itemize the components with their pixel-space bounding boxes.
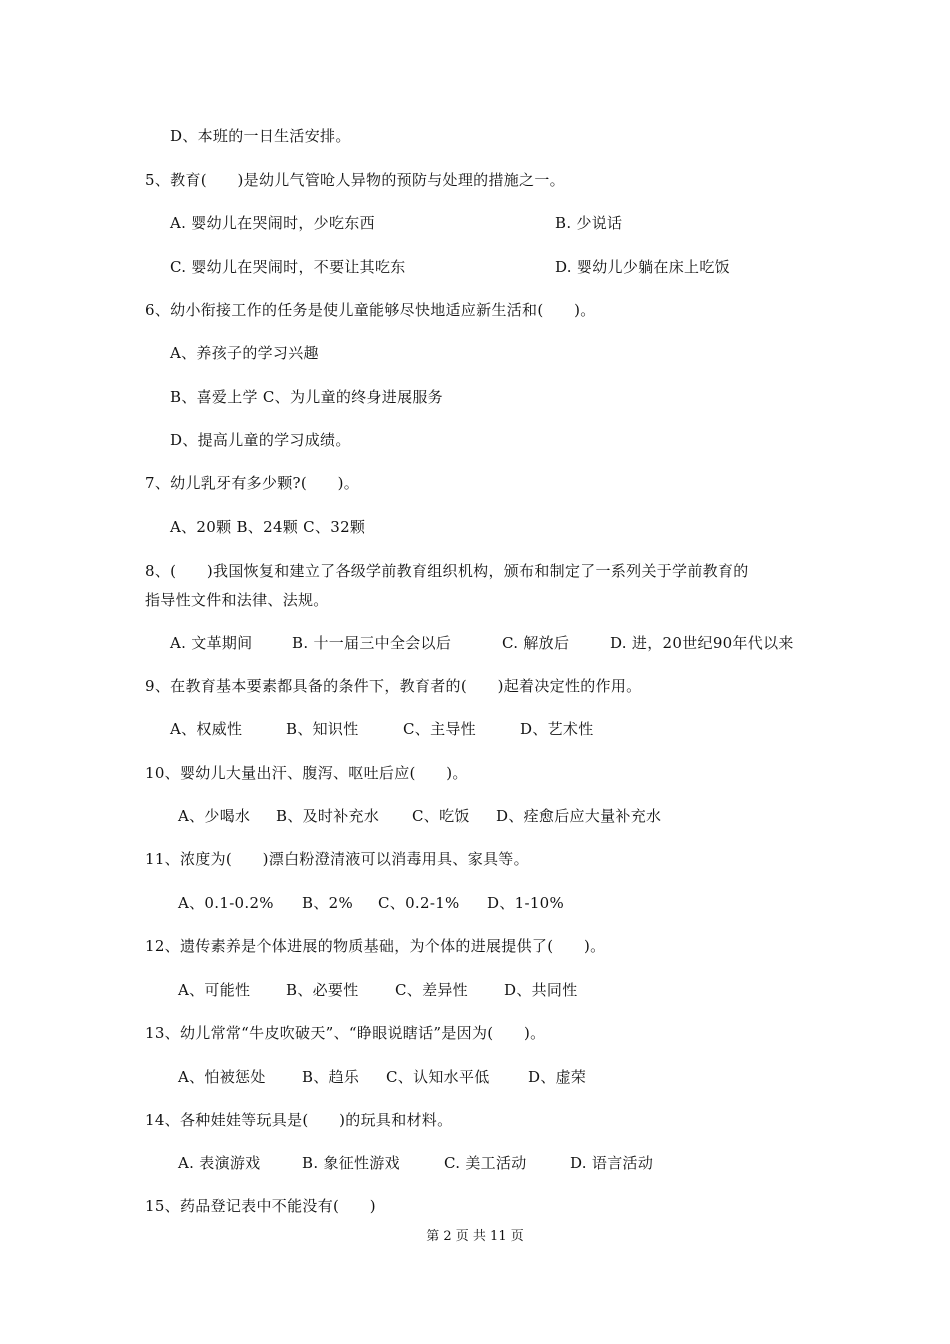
question-8-line-1: 8、( )我国恢复和建立了各级学前教育组织机构，颁布和制定了一系列关于学前教育的 [145, 562, 749, 580]
q7-options: A、20颗 B、24颗 C、32颗 [170, 518, 366, 536]
q13-option-b: B、趋乐 [302, 1068, 360, 1086]
question-12: 12、遗传素养是个体进展的物质基础，为个体的进展提供了( )。 [145, 937, 606, 955]
q12-option-d: D、共同性 [504, 981, 578, 999]
q8-option-c: C. 解放后 [502, 634, 570, 652]
q9-option-d: D、艺术性 [520, 720, 594, 738]
q13-option-d: D、虚荣 [528, 1068, 587, 1086]
q8-option-a: A. 文革期间 [170, 634, 253, 652]
q14-option-b: B. 象征性游戏 [302, 1154, 400, 1172]
q12-option-b: B、必要性 [286, 981, 359, 999]
question-13: 13、幼儿常常“牛皮吹破天”、“睁眼说瞎话”是因为( )。 [145, 1024, 546, 1042]
q6-option-bc: B、喜爱上学 C、为儿童的终身进展服务 [170, 388, 443, 406]
question-7: 7、幼儿乳牙有多少颗?( )。 [145, 474, 360, 492]
q11-option-a: A、0.1-0.2% [178, 894, 274, 912]
question-10: 10、婴幼儿大量出汗、腹泻、呕吐后应( )。 [145, 764, 468, 782]
q14-option-d: D. 语言活动 [570, 1154, 654, 1172]
q10-option-c: C、吃饭 [412, 807, 470, 825]
q6-option-d: D、提高儿童的学习成绩。 [170, 431, 351, 449]
question-9: 9、在教育基本要素都具备的条件下，教育者的( )起着决定性的作用。 [145, 677, 642, 695]
q8-option-d: D. 进，20世纪90年代以来 [610, 634, 794, 652]
q10-option-a: A、少喝水 [178, 807, 251, 825]
question-14: 14、各种娃娃等玩具是( )的玩具和材料。 [145, 1111, 453, 1129]
q10-option-b: B、及时补充水 [276, 807, 380, 825]
q4-option-d: D、本班的一日生活安排。 [170, 127, 351, 145]
q9-option-b: B、知识性 [286, 720, 359, 738]
page-footer: 第 2 页 共 11 页 [426, 1229, 524, 1244]
q13-option-c: C、认知水平低 [386, 1068, 490, 1086]
question-5: 5、教育( )是幼儿气管呛人异物的预防与处理的措施之一。 [145, 171, 565, 189]
q13-option-a: A、怕被惩处 [178, 1068, 266, 1086]
q12-option-c: C、差异性 [395, 981, 468, 999]
q9-option-c: C、主导性 [403, 720, 476, 738]
q12-option-a: A、可能性 [178, 981, 251, 999]
question-6: 6、幼小衔接工作的任务是使儿童能够尽快地适应新生活和( )。 [145, 301, 596, 319]
question-8-line-2: 指导性文件和法律、法规。 [145, 591, 329, 609]
q9-option-a: A、权威性 [170, 720, 243, 738]
q5-option-a: A. 婴幼儿在哭闹时，少吃东西 [170, 214, 375, 232]
q5-option-c: C. 婴幼儿在哭闹时，不要让其吃东 [170, 258, 406, 276]
q11-option-b: B、2% [302, 894, 354, 912]
q14-option-a: A. 表演游戏 [178, 1154, 261, 1172]
q11-option-d: D、1-10% [487, 894, 565, 912]
q5-option-b: B. 少说话 [555, 214, 623, 232]
q11-option-c: C、0.2-1% [378, 894, 460, 912]
q5-option-d: D. 婴幼儿少躺在床上吃饭 [555, 258, 730, 276]
question-15: 15、药品登记表中不能没有( ) [145, 1197, 376, 1215]
q14-option-c: C. 美工活动 [444, 1154, 527, 1172]
q10-option-d: D、痊愈后应大量补充水 [496, 807, 662, 825]
q8-option-b: B. 十一届三中全会以后 [292, 634, 452, 652]
q6-option-a: A、养孩子的学习兴趣 [170, 344, 319, 362]
question-11: 11、浓度为( )漂白粉澄清液可以消毒用具、家具等。 [145, 850, 529, 868]
